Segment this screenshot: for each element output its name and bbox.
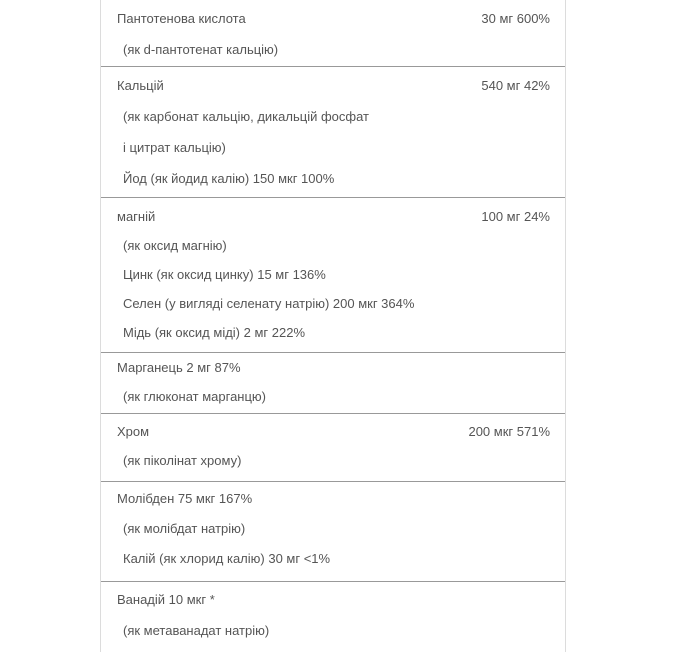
table-row (101, 353, 565, 414)
nutrient-name: магній (117, 209, 156, 224)
table-row (101, 584, 565, 652)
nutrient-name: Хром (117, 424, 150, 439)
table-row (101, 417, 565, 482)
nutrient-detail: Селен (у вигляді селенату натрію) 200 мкг 364% (123, 296, 415, 311)
table-row (101, 70, 565, 198)
nutrient-detail: (як d-пантотенат кальцію) (123, 42, 279, 57)
nutrient-name: Ванадій 10 мкг * (117, 592, 215, 607)
nutrient-detail: (як оксид магнію) (123, 238, 227, 253)
nutrient-detail: (як пiколiнат хрому) (123, 453, 242, 468)
nutrient-table (100, 0, 566, 652)
nutrient-amount: 540 мг 42% (481, 78, 550, 93)
table-row (101, 3, 565, 67)
nutrient-detail: Калій (як хлорид калію) 30 мг <1% (123, 551, 331, 566)
nutrient-detail: Мідь (як оксид міді) 2 мг 222% (123, 325, 305, 340)
nutrient-amount: 100 мг 24% (481, 209, 550, 224)
nutrient-amount: 200 мкг 571% (468, 424, 550, 439)
table-row (101, 484, 565, 582)
nutrient-name: Кальцій (117, 78, 164, 93)
nutrient-detail: (як карбонат кальцію, дикальцій фосфат (123, 109, 369, 124)
nutrient-detail: (як молібдат натрію) (123, 521, 246, 536)
nutrient-detail: Йод (як йодид калію) 150 мкг 100% (123, 171, 335, 186)
nutrient-detail: (як метаванадат натрію) (123, 623, 270, 638)
nutrient-detail: (як глюконат марганцю) (123, 389, 266, 404)
table-row (101, 202, 565, 353)
nutrient-name: Пантотенова кислота (117, 11, 246, 26)
nutrient-detail: Цинк (як оксид цинку) 15 мг 136% (123, 267, 326, 282)
nutrient-amount: 30 мг 600% (481, 11, 550, 26)
nutrient-name: Марганець 2 мг 87% (117, 360, 241, 375)
nutrient-detail: і цитрат кальцію) (123, 140, 226, 155)
nutrient-name: Молібден 75 мкг 167% (117, 491, 253, 506)
